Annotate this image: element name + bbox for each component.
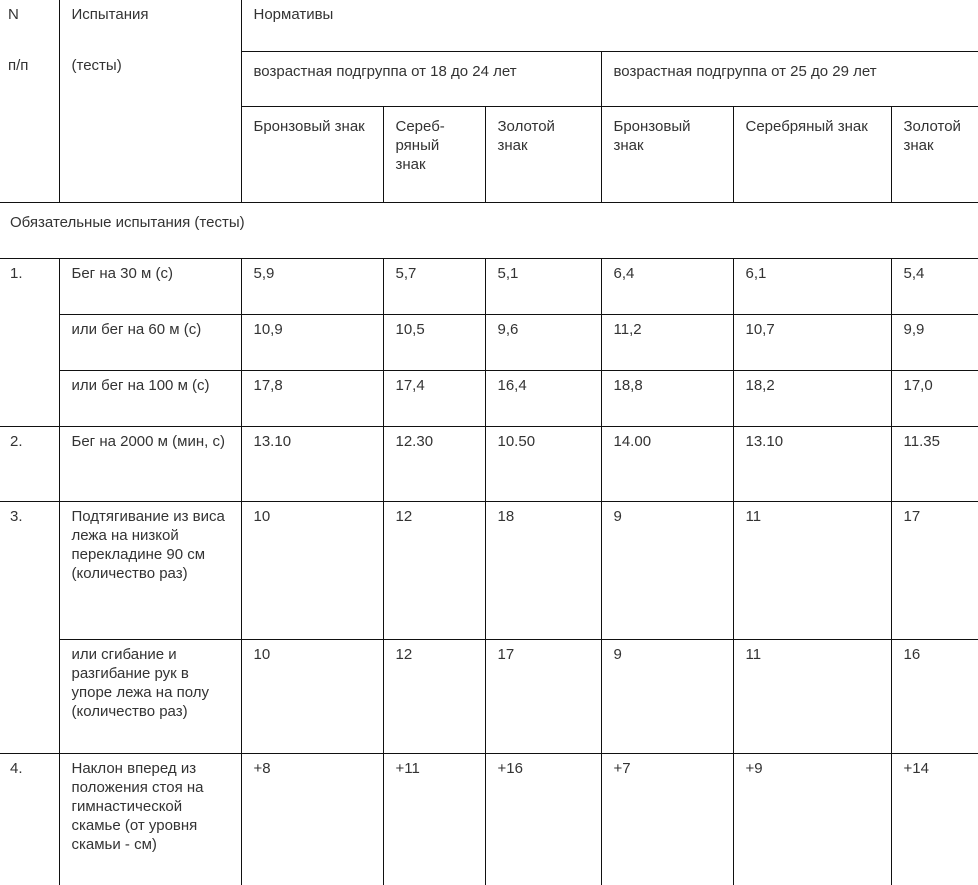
- value-cell: 6,4: [601, 258, 733, 314]
- g2-bronze-header: Бронзовый знак: [601, 106, 733, 202]
- table-row: [0, 753, 978, 885]
- table-row: [0, 501, 978, 639]
- value-cell: 10,7: [733, 314, 891, 370]
- test-name: или сгибание и разгибание рук в упоре лежа на полу (количество раз): [59, 639, 241, 753]
- value-cell: 10,5: [383, 314, 485, 370]
- value-cell: +11: [383, 753, 485, 885]
- value-cell: 16,4: [485, 370, 601, 426]
- row-num: 3.: [0, 501, 59, 753]
- table-row: [0, 426, 978, 501]
- value-cell: 17: [891, 501, 978, 639]
- value-cell: 10: [241, 639, 383, 753]
- value-cell: 17: [485, 639, 601, 753]
- value-cell: 9,9: [891, 314, 978, 370]
- value-cell: 14.00: [601, 426, 733, 501]
- value-cell: 11: [733, 501, 891, 639]
- num-sub: п/п: [8, 57, 29, 74]
- value-cell: 11.35: [891, 426, 978, 501]
- value-cell: 5,9: [241, 258, 383, 314]
- value-cell: +8: [241, 753, 383, 885]
- num-label: N: [8, 6, 19, 23]
- value-cell: 9,6: [485, 314, 601, 370]
- value-cell: 17,0: [903, 376, 933, 394]
- g2-gold-header: Золотой знак: [903, 117, 961, 154]
- row-num: 4.: [0, 753, 59, 885]
- value-cell: 10,9: [241, 314, 383, 370]
- row-num: 1.: [0, 258, 59, 426]
- num-header: [0, 0, 59, 202]
- value-cell: 5,7: [383, 258, 485, 314]
- table-row: [0, 370, 978, 426]
- value-cell: 9: [601, 639, 733, 753]
- value-cell: 5,1: [485, 258, 601, 314]
- value-cell: 18,2: [733, 370, 891, 426]
- test-sub: (тесты): [71, 57, 122, 74]
- value-cell: 11,2: [601, 314, 733, 370]
- value-cell: 10: [241, 501, 383, 639]
- norms-header: Нормативы: [241, 0, 978, 51]
- value-cell: 16: [903, 645, 921, 663]
- test-name: Подтягивание из виса лежа на низкой перекладине 90 см (количество раз): [59, 501, 241, 639]
- test-name: Бег на 2000 м (мин, с): [59, 426, 241, 501]
- section-title: Обязательные испытания (тесты): [0, 202, 978, 258]
- group1-header: возрастная подгруппа от 18 до 24 лет: [241, 51, 601, 106]
- test-name: Бег на 30 м (с): [59, 258, 241, 314]
- value-cell: 11: [733, 639, 891, 753]
- table-row: [0, 314, 978, 370]
- test-name: или бег на 100 м (с): [59, 370, 241, 426]
- value-cell: 12: [383, 639, 485, 753]
- value-cell: 12: [383, 501, 485, 639]
- value-cell: 13.10: [241, 426, 383, 501]
- value-cell: 18: [485, 501, 601, 639]
- value-cell: 17,4: [383, 370, 485, 426]
- value-cell: +7: [601, 753, 733, 885]
- g2-silver-header: Серебряный знак: [733, 106, 891, 202]
- value-cell: 5,4: [891, 258, 978, 314]
- g1-gold-header: Золотой знак: [485, 106, 601, 202]
- g1-silver-header: Сереб- ряный знак: [383, 106, 485, 202]
- value-cell: +14: [891, 753, 978, 885]
- value-cell: 12.30: [383, 426, 485, 501]
- test-name: или бег на 60 м (с): [59, 314, 241, 370]
- value-cell: +9: [733, 753, 891, 885]
- value-cell: 9: [601, 501, 733, 639]
- table-row: [0, 639, 978, 753]
- row-num: 2.: [0, 426, 59, 501]
- value-cell: 17,8: [241, 370, 383, 426]
- value-cell: +16: [485, 753, 601, 885]
- value-cell: 18,8: [601, 370, 733, 426]
- g1-bronze-header: Бронзовый знак: [241, 106, 383, 202]
- group2-header: возрастная подгруппа от 25 до 29 лет: [601, 51, 978, 106]
- value-cell: 13.10: [733, 426, 891, 501]
- table-row: [0, 258, 978, 314]
- test-header: [59, 0, 241, 202]
- value-cell: 10.50: [485, 426, 601, 501]
- value-cell: 6,1: [733, 258, 891, 314]
- test-name: Наклон вперед из положения стоя на гимнастической скамье (от уровня скамьи - см): [59, 753, 241, 885]
- test-label: Испытания: [71, 6, 149, 23]
